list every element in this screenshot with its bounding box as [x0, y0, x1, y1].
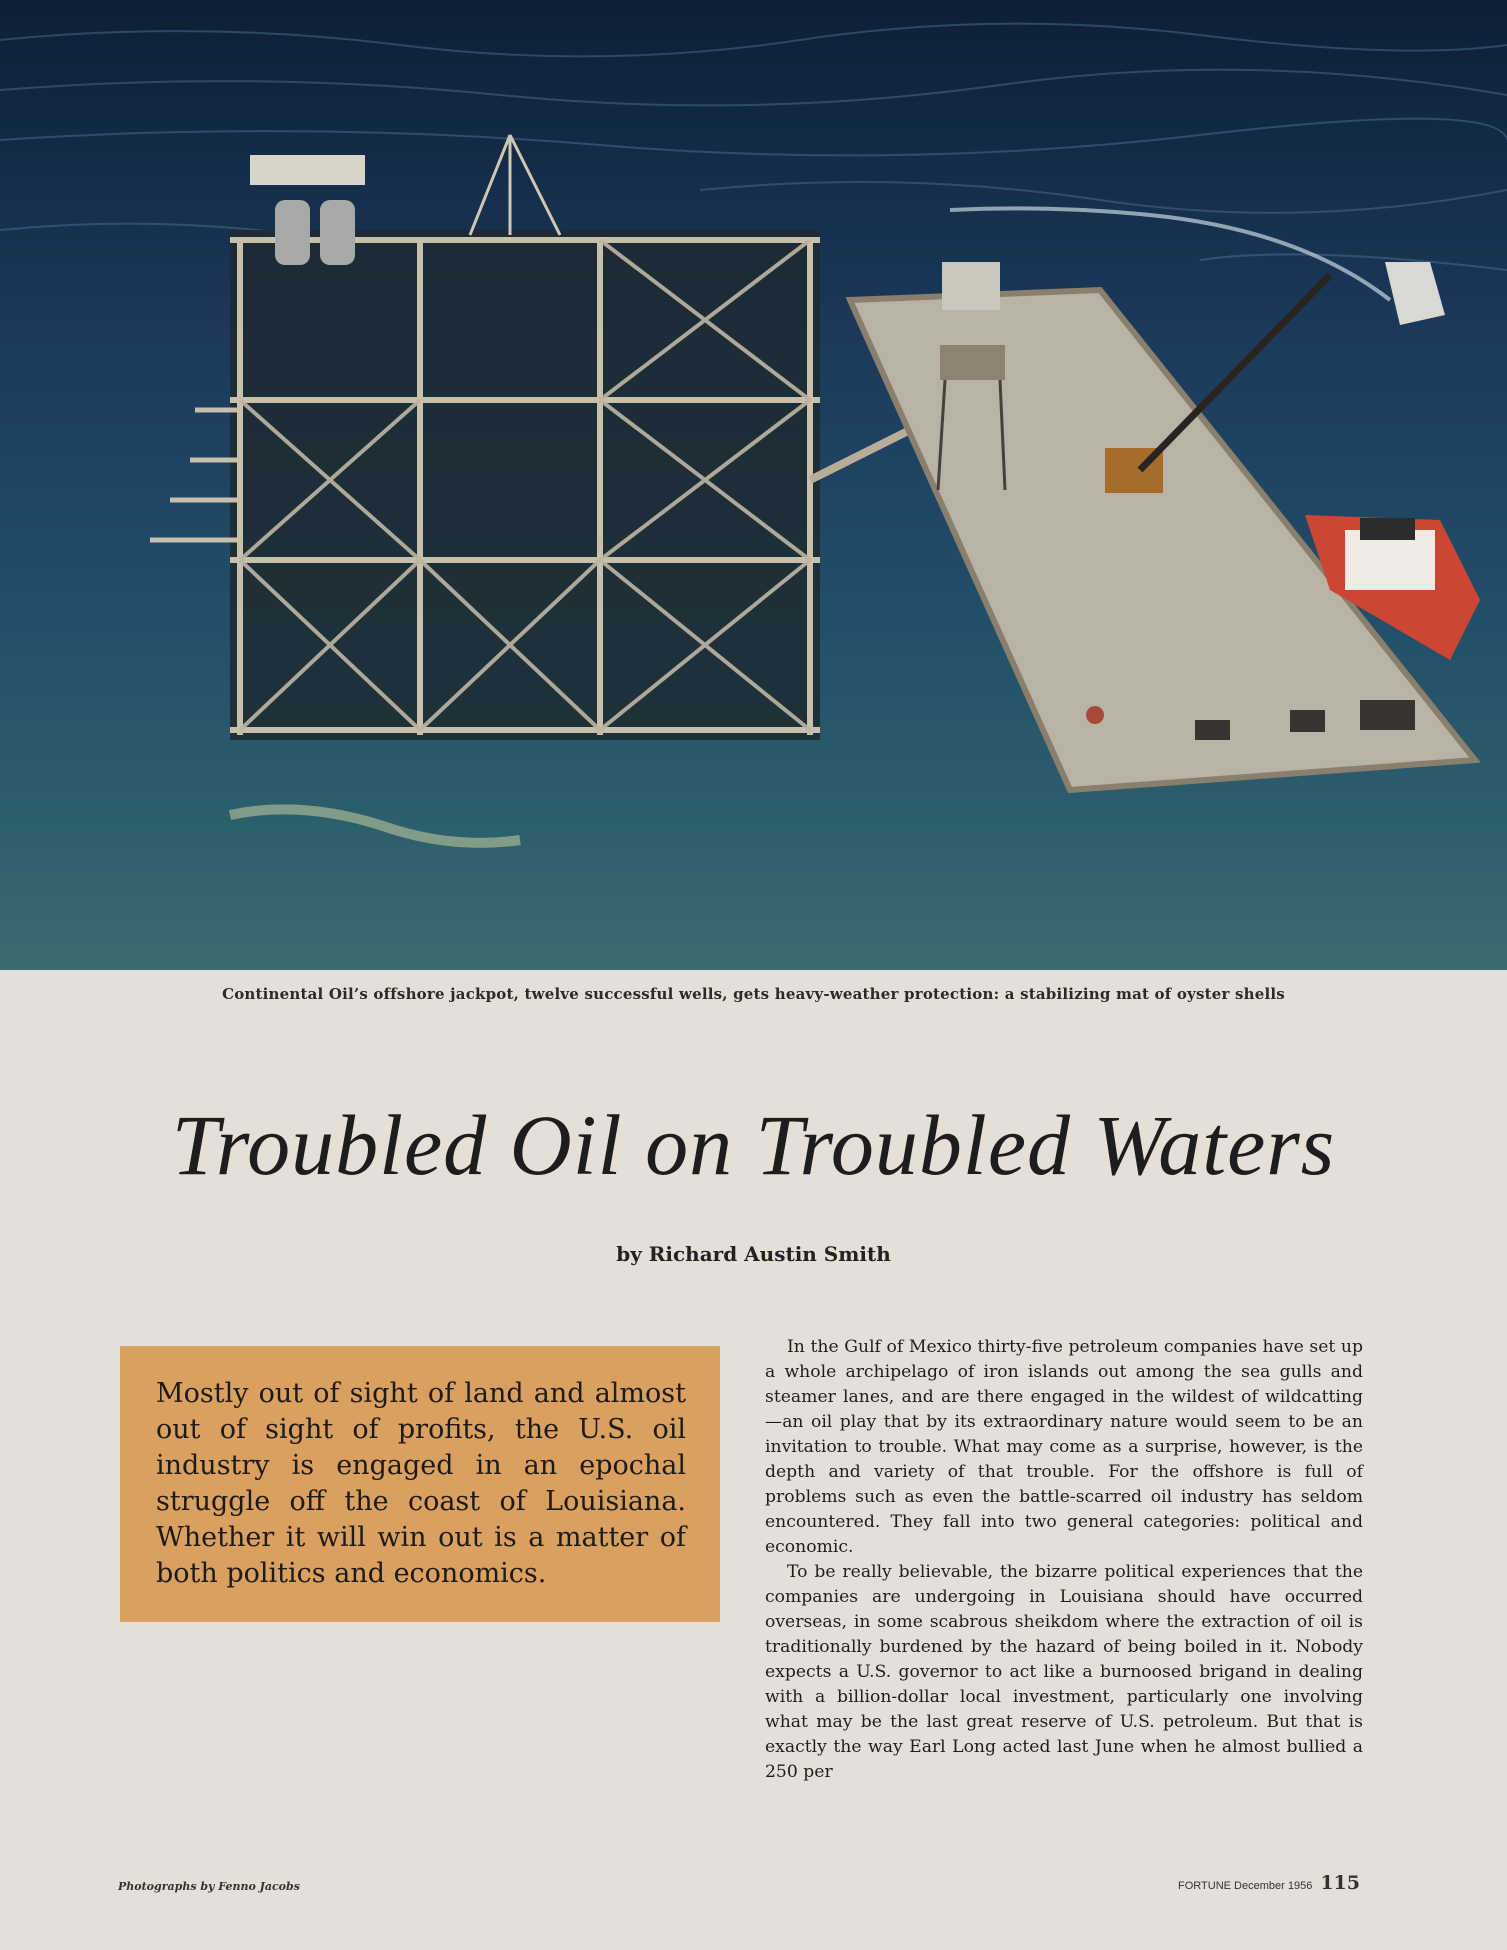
offshore-platform-illustration: [0, 0, 1507, 970]
article-title: Troubled Oil on Troubled Waters: [171, 1097, 1336, 1193]
page-footer: [1160, 1872, 1360, 1894]
photo-caption: Continental Oil’s offshore jackpot, twelve successful wells, gets heavy-weather protection: a stabilizing mat of oyster shells: [222, 985, 1285, 1003]
page-number: 115: [1320, 1872, 1360, 1894]
byline: by Richard Austin Smith: [616, 1242, 891, 1266]
pull-quote-text: Mostly out of sight of land and almost out of sight of profits, the U.S. oil industry is engaged in an epochal struggle off the coast of Louisiana. Whether it will win out is a matter of both politics and economics.: [156, 1378, 686, 1589]
photo-offshore-platform: [0, 0, 1507, 970]
article-paragraph: To be really believable, the bizarre political experiences that the companies are undergoing in Louisiana should have occurred overseas, in some scabrous sheikdom where the extraction of oil is traditionally burdened by the hazard of being boiled in it. Nobody expects a U.S. governor to act like a burnoosed brigand in dealing with a billion-dollar local investment, particularly one involving what may be the last great reserve of U.S. petroleum. But that is exactly the way Earl Long acted last June when he almost bullied a 250 per: [765, 1562, 1363, 1782]
magazine-issue: FORTUNE December 1956: [1178, 1880, 1313, 1892]
photo-credit: Photographs by Fenno Jacobs: [118, 1880, 300, 1893]
pull-quote-box: [120, 1346, 720, 1622]
article-body: [765, 1335, 1363, 1785]
article-paragraph: In the Gulf of Mexico thirty-five petroleum companies have set up a whole archipelago of iron islands out among the sea gulls and steamer lanes, and are there engaged in the wildest of wildcatting—an oil play that by its extraordinary nature would seem to be an invitation to trouble. What may come as a surprise, however, is the depth and variety of that trouble. For the offshore is full of problems such as even the battle-scarred oil industry has seldom encountered. They fall into two general categories: political and economic.: [765, 1337, 1363, 1557]
